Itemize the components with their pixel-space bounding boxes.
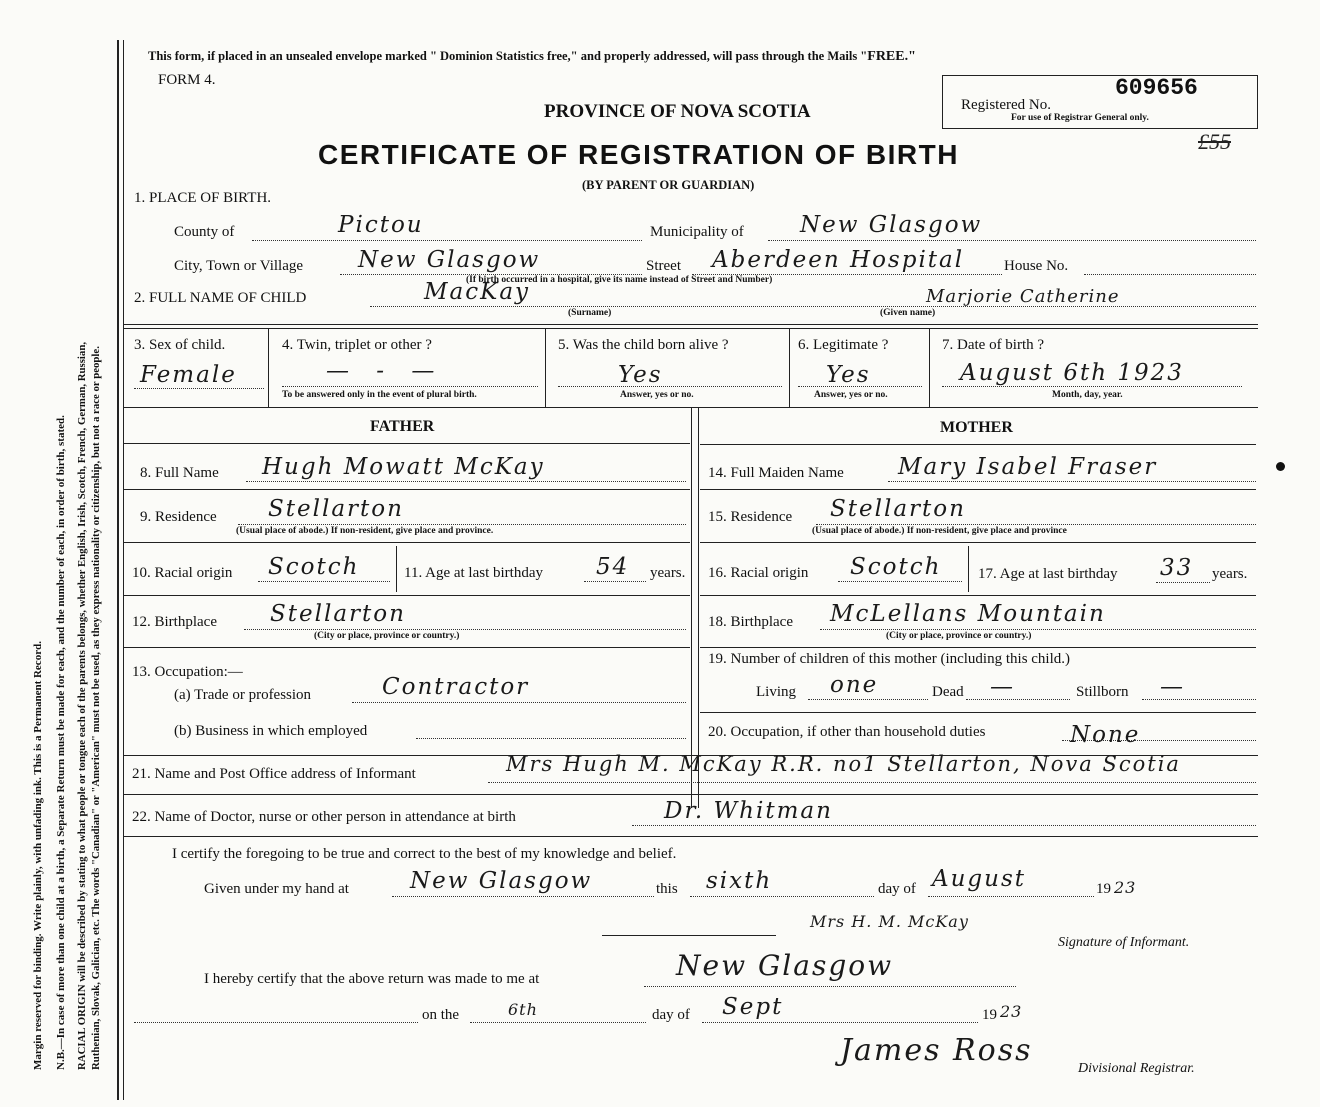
binding-line — [117, 40, 119, 1100]
twin-label: 4. Twin, triplet or other ? — [282, 337, 432, 353]
mother-name-label: 14. Full Maiden Name — [708, 465, 844, 481]
informant-label: 21. Name and Post Office address of Informant — [132, 766, 416, 782]
surname-caption: (Surname) — [568, 308, 612, 318]
mail-free: FREE." — [867, 49, 916, 64]
child-given-value: Marjorie Catherine — [926, 286, 1120, 307]
alive-value: Yes — [618, 362, 663, 388]
dob-label: 7. Date of birth ? — [942, 337, 1045, 353]
mother-residence-value: Stellarton — [830, 496, 966, 522]
page-title: CERTIFICATE OF REGISTRATION OF BIRTH — [318, 139, 959, 170]
divisional-registrar-label: Divisional Registrar. — [1078, 1061, 1195, 1076]
reg-month-value: Sept — [722, 994, 784, 1020]
stillborn-label: Stillborn — [1076, 684, 1129, 700]
county-value: Pictou — [338, 212, 424, 238]
father-race-label: 10. Racial origin — [132, 565, 233, 581]
stillborn-value: — — [1160, 674, 1185, 700]
province-heading: PROVINCE OF NOVA SCOTIA — [544, 101, 811, 122]
mail-notice: This form, if placed in an unsealed envelope marked " Dominion Statistics free," and properly addressed, will pass through the Mails "FREE." — [148, 49, 916, 64]
registered-label: Registered No. — [961, 97, 1051, 113]
ink-dot — [1276, 462, 1285, 471]
signature-informant-label: Signature of Informant. — [1058, 935, 1190, 950]
year-value: 23 — [1114, 878, 1137, 897]
given-caption: (Given name) — [880, 308, 936, 318]
mother-birthplace-value: McLellans Mountain — [830, 601, 1106, 627]
dob-note: Month, day, year. — [1052, 390, 1123, 400]
city-value: New Glasgow — [358, 247, 541, 273]
father-age-label: 11. Age at last birthday — [404, 565, 543, 581]
registrar-use-note: For use of Registrar General only. — [1011, 113, 1149, 123]
mother-age-label: 17. Age at last birthday — [978, 566, 1118, 582]
mother-residence-label: 15. Residence — [708, 509, 793, 525]
city-label: City, Town or Village — [174, 258, 304, 274]
given-label: Given under my hand at — [204, 881, 349, 897]
margin-note-words: Ruthenian, Slovak, Galician, etc. The words "Canadian" or "American" must not be used, as they express nationality or citizenship, but not a race or people. — [90, 346, 102, 1070]
living-value: one — [830, 672, 879, 698]
month-value: August — [932, 866, 1027, 892]
doctor-label: 22. Name of Doctor, nurse or other person in attendance at birth — [132, 809, 516, 825]
father-trade-label: (a) Trade or profession — [174, 687, 312, 703]
mother-children-label: 19. Number of children of this mother (including this child.) — [708, 651, 1071, 667]
father-residence-value: Stellarton — [268, 496, 404, 522]
on-the-label: on the — [422, 1007, 460, 1023]
alive-note: Answer, yes or no. — [620, 390, 694, 400]
father-age-unit: years. — [650, 565, 686, 581]
mother-age-unit: years. — [1212, 566, 1248, 582]
dob-value: August 6th 1923 — [960, 360, 1184, 386]
father-name-value: Hugh Mowatt McKay — [262, 454, 545, 480]
this-label: this — [656, 881, 678, 897]
registered-number: 609656 — [1115, 75, 1198, 101]
municipality-value: New Glasgow — [800, 212, 983, 238]
day-of-label: day of — [878, 881, 916, 897]
child-surname-value: MacKay — [424, 279, 531, 305]
legitimate-note: Answer, yes or no. — [814, 390, 888, 400]
dead-value: — — [990, 674, 1015, 700]
registered-box — [942, 75, 1258, 129]
given-place-value: New Glasgow — [410, 868, 593, 894]
reg-year-value: 23 — [1000, 1002, 1023, 1021]
reg-day-of-label: day of — [652, 1007, 690, 1023]
margin-note-nb: N.B.—In case of more than one child at a birth, a Separate Return must be made for each, and the number of each, in order of birth, stated. — [55, 415, 67, 1070]
child-name-label: 2. FULL NAME OF CHILD — [134, 290, 307, 306]
legitimate-value: Yes — [826, 362, 871, 388]
living-label: Living — [756, 684, 796, 700]
legitimate-label: 6. Legitimate ? — [798, 337, 889, 353]
informant-signature: Mrs H. M. McKay — [810, 912, 969, 931]
father-residence-note: (Usual place of abode.) If non-resident, give place and province. — [236, 526, 494, 536]
municipality-label: Municipality of — [650, 224, 744, 240]
county-label: County of — [174, 224, 235, 240]
mother-residence-note: (Usual place of abode.) If non-resident, give place and province — [812, 526, 1067, 536]
certify-statement: I certify the foregoing to be true and correct to the best of my knowledge and belief. — [172, 846, 677, 862]
father-heading: FATHER — [370, 418, 435, 435]
registrar-signature: James Ross — [840, 1033, 1033, 1068]
hospital-note: (If birth occurred in a hospital, give its name instead of Street and Number) — [466, 275, 773, 285]
father-age-value: 54 — [596, 554, 630, 580]
father-name-label: 8. Full Name — [140, 465, 219, 481]
mother-heading: MOTHER — [940, 419, 1013, 436]
mother-occupation-label: 20. Occupation, if other than household duties — [708, 724, 986, 740]
father-residence-label: 9. Residence — [140, 509, 217, 525]
mother-name-value: Mary Isabel Fraser — [898, 454, 1158, 480]
alive-label: 5. Was the child born alive ? — [558, 337, 729, 353]
mother-birthplace-note: (City or place, province or country.) — [886, 631, 1032, 641]
father-business-label: (b) Business in which employed — [174, 723, 368, 739]
page-subtitle: (BY PARENT OR GUARDIAN) — [582, 178, 755, 192]
father-trade-value: Contractor — [382, 674, 530, 700]
registrar-place-value: New Glasgow — [676, 949, 894, 982]
sex-label: 3. Sex of child. — [134, 337, 226, 353]
mother-birthplace-label: 18. Birthplace — [708, 614, 793, 630]
binding-line-inner — [123, 40, 124, 1100]
day-value: sixth — [706, 868, 773, 894]
father-birthplace-label: 12. Birthplace — [132, 614, 217, 630]
mother-occupation-value: None — [1070, 722, 1141, 748]
form-number: FORM 4. — [158, 72, 216, 88]
dead-label: Dead — [932, 684, 964, 700]
place-heading: 1. PLACE OF BIRTH. — [134, 190, 272, 206]
margin-note-binding: Margin reserved for binding. Write plainly, with unfading ink. This is a Permanent Record. — [32, 641, 44, 1070]
margin-note-racial: RACIAL ORIGIN will be described by stating to what people or tongue each of the parents belongs, whether English, Irish, Scotch, French, German, Russian, — [76, 341, 88, 1070]
informant-value: Mrs Hugh M. McKay R.R. no1 Stellarton, Nova Scotia — [506, 752, 1181, 776]
father-occupation-label: 13. Occupation:— — [132, 664, 243, 680]
father-race-value: Scotch — [268, 554, 360, 580]
father-birthplace-value: Stellarton — [270, 601, 406, 627]
reg-day-value: 6th — [508, 1000, 538, 1019]
ledger-stamp: £55 — [1198, 129, 1231, 154]
twin-note: To be answered only in the event of plural birth. — [282, 390, 477, 400]
year-prefix: 19 — [1096, 881, 1111, 897]
registrar-statement: I hereby certify that the above return was made to me at — [204, 971, 540, 987]
mother-race-value: Scotch — [850, 554, 942, 580]
mother-race-label: 16. Racial origin — [708, 565, 809, 581]
reg-year-prefix: 19 — [982, 1007, 997, 1023]
doctor-value: Dr. Whitman — [664, 798, 833, 824]
street-value: Aberdeen Hospital — [712, 247, 965, 273]
street-label: Street — [646, 258, 681, 274]
house-no-label: House No. — [1004, 258, 1069, 274]
mother-age-value: 33 — [1160, 555, 1194, 581]
twin-value: — - — — [326, 358, 445, 384]
sex-value: Female — [140, 362, 237, 388]
father-birthplace-note: (City or place, province or country.) — [314, 631, 460, 641]
